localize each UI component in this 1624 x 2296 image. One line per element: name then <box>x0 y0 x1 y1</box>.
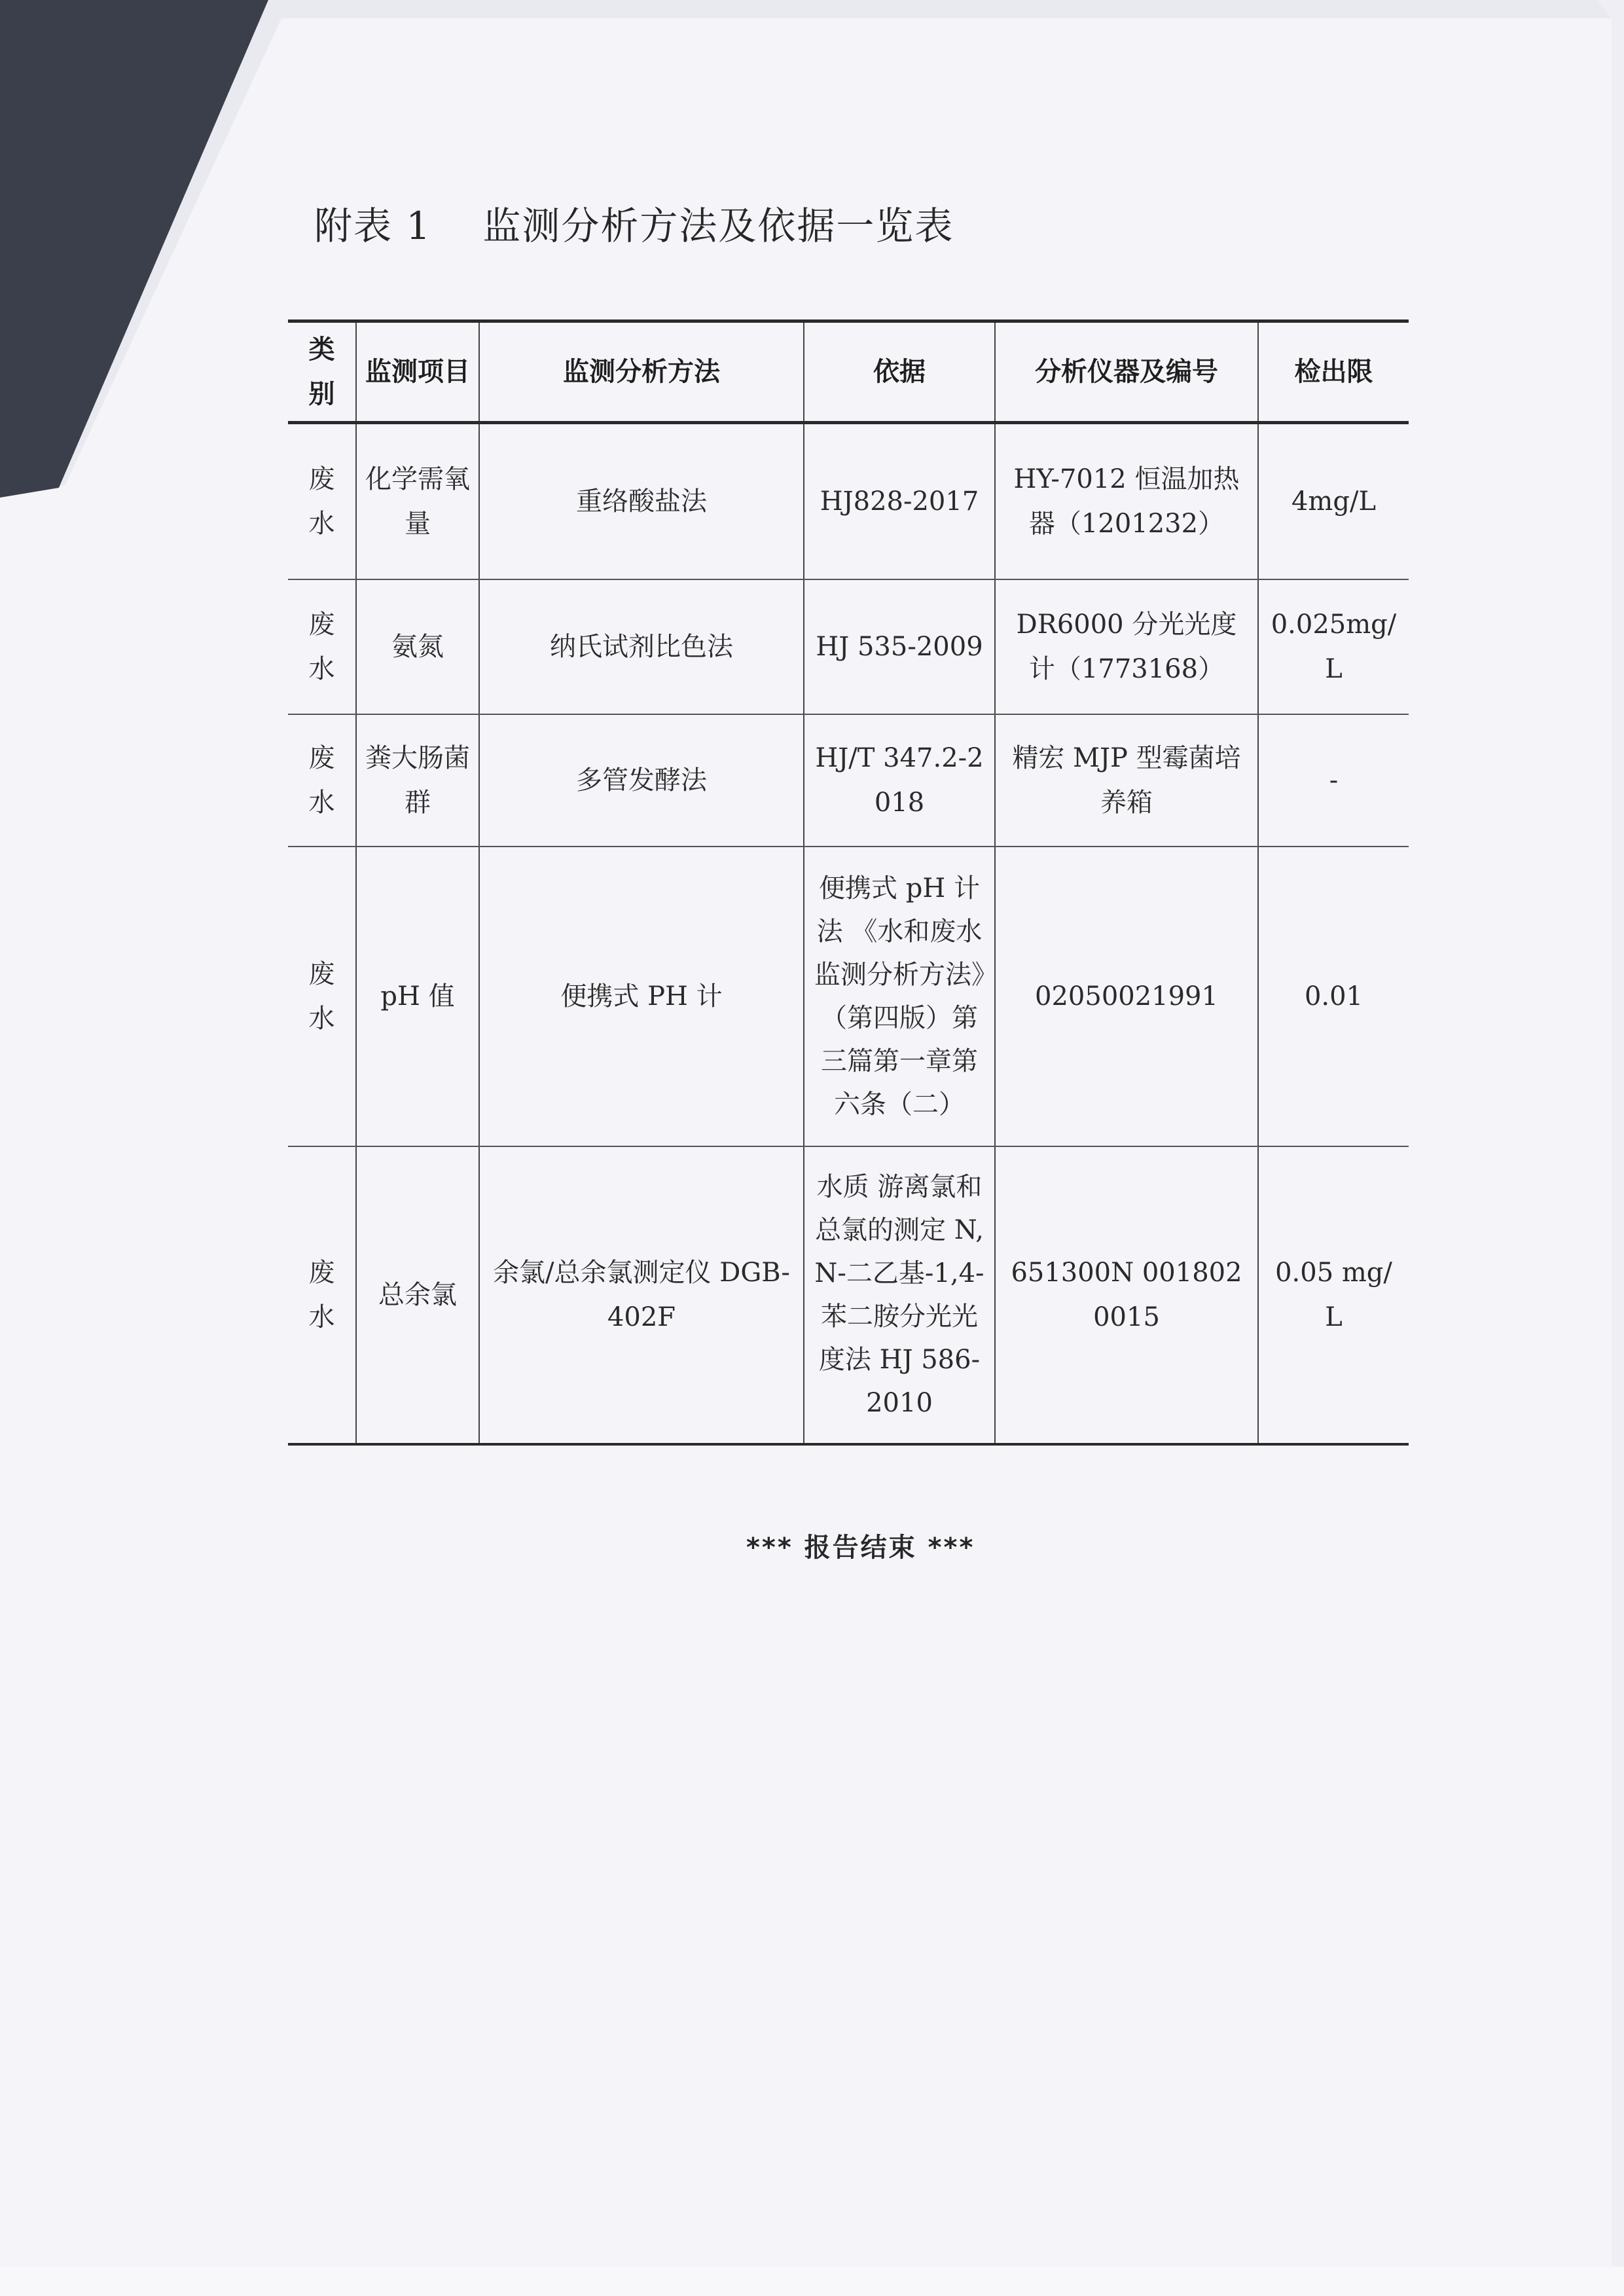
cell-item: pH 值 <box>356 847 479 1146</box>
page-title <box>314 195 954 250</box>
cell-instrument: HY-7012 恒温加热器（1201232） <box>995 423 1258 580</box>
cell-method: 多管发酵法 <box>479 714 804 847</box>
header-method: 监测分析方法 <box>479 321 804 423</box>
table-row <box>288 579 1409 714</box>
cell-limit: 4mg/L <box>1258 423 1409 580</box>
cell-basis: 水质 游离氯和总氯的测定 N,N-二乙基-1,4-苯二胺分光光度法 HJ 586-2010 <box>804 1146 995 1444</box>
cell-limit: - <box>1258 714 1409 847</box>
cell-instrument: 651300N 0018020015 <box>995 1146 1258 1444</box>
header-category: 类别 <box>288 321 356 423</box>
cell-basis: HJ 535-2009 <box>804 579 995 714</box>
cell-instrument: DR6000 分光光度计（1773168） <box>995 579 1258 714</box>
table-row <box>288 423 1409 580</box>
appendix-title: 监测分析方法及依据一览表 <box>482 204 954 248</box>
cell-category: 废水 <box>288 1146 356 1444</box>
cell-limit: 0.025mg/L <box>1258 579 1409 714</box>
cell-category: 废水 <box>288 847 356 1146</box>
header-instrument: 分析仪器及编号 <box>995 321 1258 423</box>
cell-method: 纳氏试剂比色法 <box>479 579 804 714</box>
cell-basis: 便携式 pH 计法 《水和废水监测分析方法》（第四版）第三篇第一章第六条（二） <box>804 847 995 1146</box>
table-row <box>288 1146 1409 1444</box>
header-limit: 检出限 <box>1258 321 1409 423</box>
cell-limit: 0.05 mg/L <box>1258 1146 1409 1444</box>
report-end-marker: *** 报告结束 *** <box>746 1533 975 1563</box>
cell-basis: HJ/T 347.2-2018 <box>804 714 995 847</box>
table-header-row <box>288 321 1409 423</box>
cell-instrument: 精宏 MJP 型霉菌培养箱 <box>995 714 1258 847</box>
cell-method: 重络酸盐法 <box>479 423 804 580</box>
cell-method: 余氯/总余氯测定仪 DGB-402F <box>479 1146 804 1444</box>
appendix-number: 附表 1 <box>314 204 432 248</box>
cell-item: 氨氮 <box>356 579 479 714</box>
cell-instrument: 02050021991 <box>995 847 1258 1146</box>
cell-item: 总余氯 <box>356 1146 479 1444</box>
table-row <box>288 714 1409 847</box>
cell-basis: HJ828-2017 <box>804 423 995 580</box>
cell-limit: 0.01 <box>1258 847 1409 1146</box>
table-row <box>288 847 1409 1146</box>
cell-category: 废水 <box>288 714 356 847</box>
methods-table <box>288 319 1409 1446</box>
header-item: 监测项目 <box>356 321 479 423</box>
cell-category: 废水 <box>288 579 356 714</box>
cell-item: 粪大肠菌群 <box>356 714 479 847</box>
cell-category: 废水 <box>288 423 356 580</box>
cell-method: 便携式 PH 计 <box>479 847 804 1146</box>
header-basis: 依据 <box>804 321 995 423</box>
cell-item: 化学需氧量 <box>356 423 479 580</box>
